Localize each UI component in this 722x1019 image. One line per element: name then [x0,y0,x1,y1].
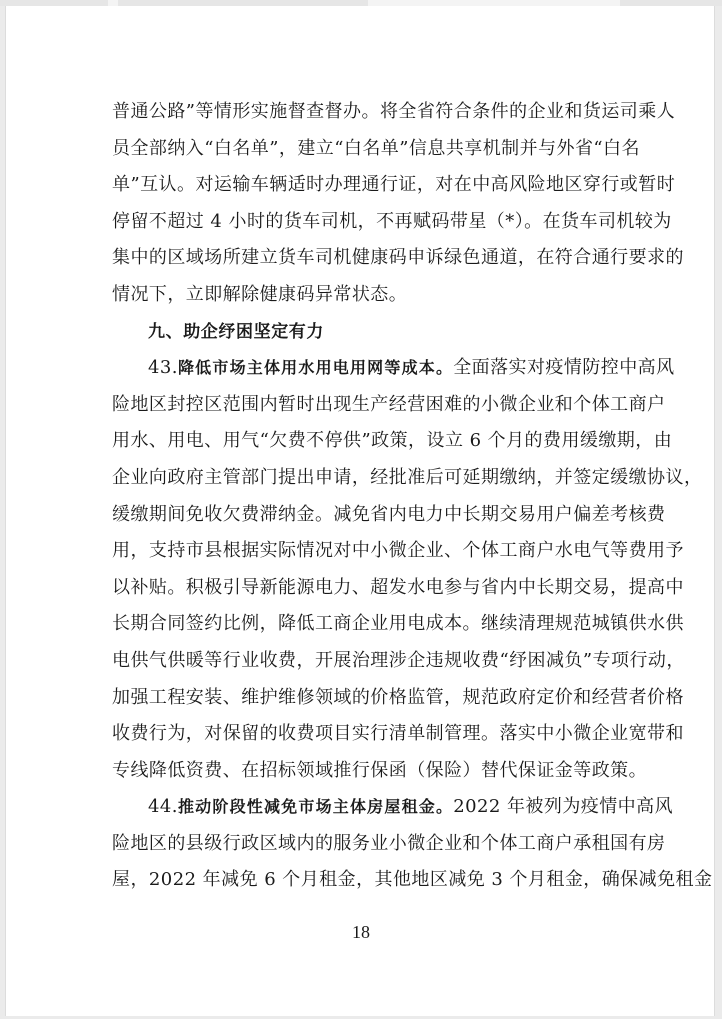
text-line: 普通公路”等情形实施督查督办。将全省符合条件的企业和货运司乘人 [112,101,676,122]
text-line: 长期合同签约比例，降低工商企业用电成本。继续清理规范城镇供水供 [112,613,684,635]
text-line: 专线降低资费、在招标领域推行保函（保险）替代保证金等政策。 [112,759,648,781]
item-44-number: 44. [148,796,178,818]
text-line: 停留不超过 4 小时的货车司机，不再赋码带星（*）。在货车司机较为 [112,210,672,232]
text-line: 企业向政府主管部门提出申请，经批准后可延期缴纳，并签定缓缴协议， [112,466,703,488]
text-line: 用水、用电、用气“欠费不停供”政策，设立 6 个月的费用缓缴期，由 [112,430,673,452]
item-43-number: 43. [148,357,178,379]
section-heading: 九、助企纾困坚定有力 [148,321,324,342]
text-line: 收费行为，对保留的收费项目实行清单制管理。落实中小微企业宽带和 [112,723,684,745]
item-44-title: 推动阶段性减免市场主体房屋租金。 [177,797,454,817]
text-line: 险地区的县级行政区域内的服务业小微企业和个体工商户承租国有房 [112,832,666,854]
text-line: 以补贴。积极引导新能源电力、超发水电参与省内中长期交易，提高中 [112,576,684,598]
text-line: 屋，2022 年减免 6 个月租金，其他地区减免 3 个月租金，确保减免租金 [112,869,713,891]
item-44-text: 2022 年被列为疫情中高风 [453,796,674,818]
text-line: 集中的区域场所建立货车司机健康码申诉绿色通道，在符合通行要求的 [112,247,684,269]
text-line: 电供气供暖等行业收费，开展治理涉企违规收费“纾困减负”专项行动， [112,649,685,671]
document-body [112,94,713,899]
item-43-first-line [112,350,675,387]
item-43-title: 降低市场主体用水用电用网等成本。 [177,358,454,378]
text-line: 用，支持市县根据实际情况对中小微企业、个体工商户水电气等费用予 [112,540,684,562]
document-page [5,6,715,1016]
text-line: 员全部纳入“白名单”，建立“白名单”信息共享机制并与外省“白名 [112,137,640,159]
text-line: 险地区封控区范围内暂时出现生产经营困难的小微企业和个体工商户 [112,393,666,415]
item-43-text: 全面落实对疫情防控中高风 [453,357,675,379]
text-line: 缓缴期间免收欠费滞纳金。减免省内电力中长期交易用户偏差考核费 [112,503,666,525]
page-number: 18 [352,922,370,942]
item-44-first-line [112,789,674,826]
text-line: 单”互认。对运输车辆适时办理通行证，对在中高风险地区穿行或暂时 [112,174,676,196]
text-line: 情况下，立即解除健康码异常状态。 [112,283,408,305]
text-line: 加强工程安装、维护维修领域的价格监管，规范政府定价和经营者价格 [112,686,684,708]
